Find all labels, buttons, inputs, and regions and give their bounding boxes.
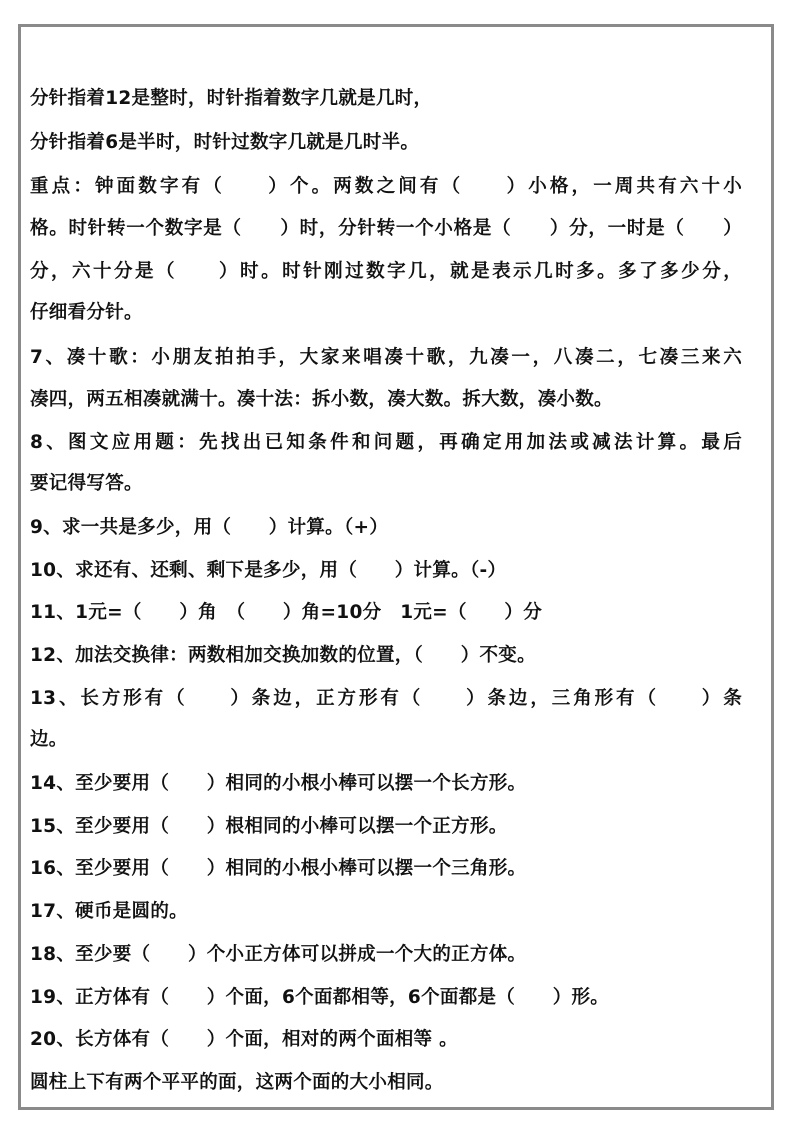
text-line: 16、至少要用（ ）相同的小根小棒可以摆一个三角形。 bbox=[30, 858, 527, 879]
text-line: 13、长方形有（ ）条边，正方形有（ ）条边，三角形有（ ）条 bbox=[30, 688, 742, 709]
text-line: 10、求还有、还剩、剩下是多少，用（ ）计算。（-） bbox=[30, 560, 507, 581]
text-line: 19、正方体有（ ）个面，6个面都相等，6个面都是（ ）形。 bbox=[30, 987, 610, 1008]
text-line: 凑四，两五相凑就满十。凑十法：拆小数，凑大数。拆大数，凑小数。 bbox=[30, 389, 613, 410]
text-line: 14、至少要用（ ）相同的小根小棒可以摆一个长方形。 bbox=[30, 773, 527, 794]
text-line: 18、至少要（ ）个小正方体可以拼成一个大的正方体。 bbox=[30, 944, 527, 965]
text-line: 11、1元=（ ）角 （ ）角=10分 1元=（ ）分 bbox=[30, 602, 542, 623]
text-line: 20、长方体有（ ）个面，相对的两个面相等 。 bbox=[30, 1029, 458, 1050]
text-line: 分针指着6是半时，时针过数字几就是几时半。 bbox=[30, 132, 420, 153]
text-line: 要记得写答。 bbox=[30, 473, 143, 494]
text-line: 7、凑十歌：小朋友拍拍手，大家来唱凑十歌，九凑一，八凑二，七凑三来六 bbox=[30, 347, 742, 368]
text-line: 12、加法交换律：两数相加交换加数的位置，（ ）不变。 bbox=[30, 645, 536, 666]
text-line: 15、至少要用（ ）根相同的小棒可以摆一个正方形。 bbox=[30, 816, 508, 837]
text-line: 分针指着12是整时，时针指着数字几就是几时， bbox=[30, 88, 433, 109]
text-line: 17、硬币是圆的。 bbox=[30, 901, 188, 922]
text-line: 圆柱上下有两个平平的面，这两个面的大小相同。 bbox=[30, 1072, 444, 1093]
text-line: 9、求一共是多少，用（ ）计算。（+） bbox=[30, 517, 389, 538]
text-line: 边。 bbox=[30, 729, 68, 750]
text-line: 格。时针转一个数字是（ ）时，分针转一个小格是（ ）分，一时是（ ） bbox=[30, 218, 742, 239]
text-line: 重点：钟面数字有（ ）个。两数之间有（ ）小格，一周共有六十小 bbox=[30, 176, 742, 197]
text-line: 8、图文应用题：先找出已知条件和问题，再确定用加法或减法计算。最后 bbox=[30, 432, 742, 453]
text-line: 仔细看分针。 bbox=[30, 302, 143, 323]
text-line: 分，六十分是（ ）时。时针刚过数字几，就是表示几时多。多了多少分， bbox=[30, 261, 742, 282]
